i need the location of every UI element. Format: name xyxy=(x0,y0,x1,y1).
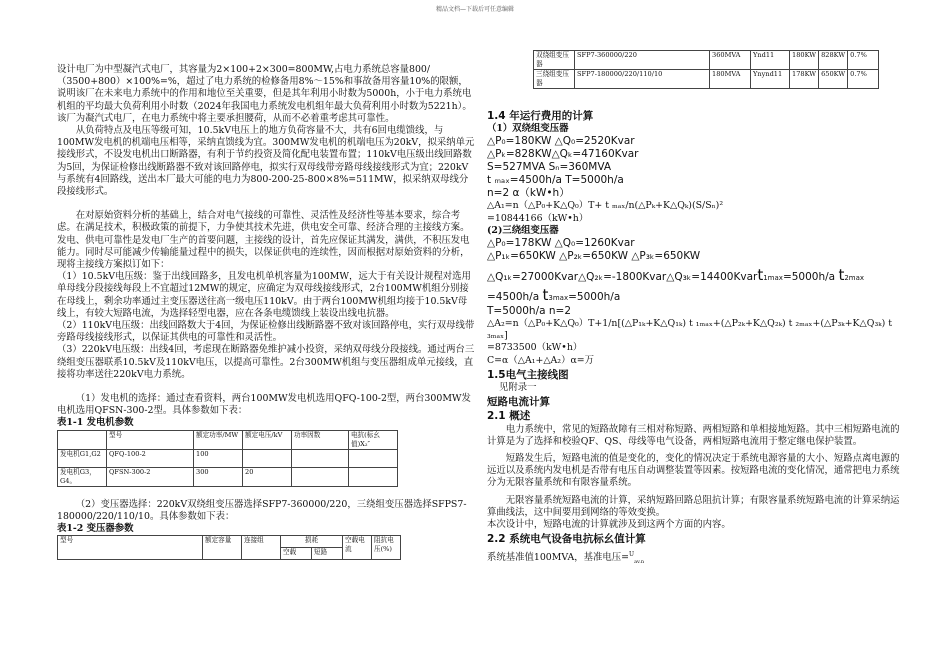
paragraph: 系统基准值100MVA，基准电压=$^U_{av.n}$ xyxy=(487,551,645,566)
paragraph: 见附录一 xyxy=(499,382,537,394)
paragraph: 电力系统中，常见的短路故障有三相对称短路、两相短路和单相接地短路。其中三相短路电流的计算是为了选择和校验QF、QS、母线等电气设备，两相短路电流用于整定继电保护装置。 xyxy=(487,423,900,447)
paragraph: 本次设计中，短路电流的计算就涉及到这两个方面的内容。 xyxy=(487,519,731,531)
paragraph: （1）10.5kV电压级：鉴于出线回路多，且发电机单机容量为100MW，远大于有关设计规程对选用单母线分段接线每段上不宜超过12MW的规定，应确定为双母线接线形式，2台100MW机组分别接在母线上，剩余功率通过主变压器送往高一级电压110kV。由于两台100MW机组均接于10.5kV母线上，有较大短路电流，为选择轻型电器，应在各条电缆馈线上装设出线电抗器。 xyxy=(57,271,471,319)
paragraph: 在对原始资料分析的基础上，结合对电气接线的可靠性、灵活性及经济性等基本要求，综合考虑。在满足技术，积极政策的前提下，力争使其技术先进，供电安全可靠、经济合理的主接线方案。 xyxy=(57,210,470,234)
section-heading: 短路电流计算 xyxy=(487,396,550,409)
table-row: 三绕组变压器 SFP7-180000/220/110/10 180MVA Ynynd11 178KW 650KW 0.7% xyxy=(534,70,879,89)
equation: n=2 α（kW•h） xyxy=(487,187,570,200)
equation: S=527MVA Sₙ=360MVA xyxy=(487,161,612,174)
equation: △P₀=180KW △Q₀=2520Kvar xyxy=(487,135,635,148)
table-caption: 表1-1 发电机参数 xyxy=(57,417,134,429)
header-note: 精品文档—下载后可任意编辑 xyxy=(435,6,514,13)
equation: T=5000h/a n=2 xyxy=(487,305,572,318)
section-heading: 2.1 概述 xyxy=(487,410,531,423)
equation: △A₂=n（△P₀+K△Q₀）T+1/n[(△P₁ₖ+K△Q₁ₖ) t ₁ₘₐₓ+(△P₂ₖ+K△Q₂ₖ) t ₂ₘₐₓ+(△P₃ₖ+K△Q₃ₖ) t ₃ₘₐₓ] xyxy=(487,318,893,342)
table-caption: 表1-2 变压器参数 xyxy=(57,523,134,535)
equation: =8733500（kW•h） xyxy=(487,342,583,354)
paragraph: 短路发生后，短路电流的值是变化的，变化的情况决定于系统电源容量的大小、短路点离电源的远近以及系统内发电机是否带有电压自动调整装置等因素。按短路电流的变化情况，通常把电力系统分为无限容量系统和有限容量系统。 xyxy=(487,453,900,489)
table-header-row: 空载 短路 xyxy=(58,548,401,560)
table-header-row: 型号 额定容量 连接组 损耗 空载电流 阻抗电压(%) xyxy=(58,536,401,548)
paragraph: 无限容量系统短路电流的计算，采纳短路回路总阻抗计算；有限容量系统短路电流的计算采纳运算曲线法，这中间要用到网络的等效变换。 xyxy=(487,494,900,518)
table-row: 双绕组变压器 SFP7-360000/220 360MVA Ynd11 180KW 828KW 0.7% xyxy=(534,51,879,70)
generator-table xyxy=(57,430,398,487)
equation: △P₀=178KW △Q₀=1260Kvar xyxy=(487,237,635,250)
table-header-row: 型号 额定功率/MW 额定电压/kV 功率因数 电抗(标幺值)X₂″ xyxy=(58,430,398,449)
equation: △Pₖ=828KW△Qₖ=47160Kvar xyxy=(487,148,639,161)
section-heading: 2.2 系统电气设备电抗标幺值计算 xyxy=(487,533,646,546)
equation: t ₘₐₓ=4500h/a T=5000h/a xyxy=(487,174,624,187)
transformer-table-continued xyxy=(533,50,879,89)
equation: =4500h/a t3max=5000h/a xyxy=(487,286,621,305)
section-heading: 1.4 年运行费用的计算 xyxy=(487,110,594,122)
right-column xyxy=(487,108,907,569)
equation: △P₁ₖ=650KW △P₂ₖ=650KW △P₃ₖ=650KW xyxy=(487,250,701,263)
paragraph: （3）220kV电压级：出线4回，考虑现在断路器免维护减小投资，采纳双母线分段接线。通过两台三绕组变压器联系10.5kV及110kV电压，以提高可靠性。2台300MW机组与变压器组成单元接线，直接将功率送往220kV电力系统。 xyxy=(57,344,475,380)
section-heading: 1.5电气主接线图 xyxy=(487,368,569,381)
paragraph: （2）110kV电压级：出线回路数大于4回，为保证检修出线断路器不致对该回路停电，实行双母线带旁路母线接线形式，以保证其供电的可靠性和灵活性。 xyxy=(57,320,475,344)
paragraph: （2）变压器选择：220kV双绕组变压器选择SFP7-360000/220，三绕组变压器选择SFPS7-180000/220/110/10。具体参数如下表： xyxy=(57,498,467,522)
equation: =10844166（kW•h） xyxy=(487,212,589,224)
equation: C=α（△A₁+△A₂）α=万 xyxy=(487,354,595,366)
transformer-table xyxy=(57,535,401,560)
paragraph: 设计电厂为中型凝汽式电厂，其容量为2×100+2×300=800MW,占电力系统总容量800/（3500+800）×100%=%，超过了电力系统的检修备用8%～15%和事故备用容量10%的限额，说明该厂在未来电力系统中的作用和地位至关重要，但是其年利用小时数为5000h，小于电力系统电机组的平均最大负荷利用小时数（2024年我国电力系统发电机组年最大负荷利用小时数为5221h）。该厂为凝汽式电厂，在电力系统中将主要承担腰荷，从而不必着重考虑其可靠性。 xyxy=(57,64,472,124)
subheading: （1）双绕组变压器 xyxy=(487,123,569,135)
paragraph: 发电、供电可靠性是发电厂生产的首要问题，主接线的设计，首先应保证其满发，满供，不积压发电能力。同时尽可能减少传输能量过程中的损失，以保证供电的连续性，因而根据对原始资料的分析，现将主接线方案拟订如下： xyxy=(57,234,470,271)
table-row: 发电机G1,G2 QFQ-100-2 100 xyxy=(58,449,398,467)
left-column xyxy=(57,64,475,560)
table-row: 发电机G3，G4。 QFSN-300-2 300 20 xyxy=(58,467,398,486)
paragraph: （1）发电机的选择：通过查看资料，两台100MW发电机选用QFQ-100-2型，两台300MW发电机选用QFSN-300-2型。具体参数如下表： xyxy=(57,393,471,417)
paragraph: 从负荷特点及电压等级可知，10.5kV电压上的地方负荷容量不大，共有6回电缆馈线，与100MW发电机的机端电压相等，采纳直馈线为宜。300MW发电机的机端电压为20kV，拟采纳单元接线形式，不设发电机出口断路器，有利于节约投资及简化配电装置布置；110kV电压级出线回路数为5回，为保证检修出线断路器不致对该回路停电，拟实行双母线带旁路母线接线形式为宜；220kV与系统有4回路线，送出本厂最大可能的电力为800-200-25-800×8%=511MW，拟采纳双母线分段接线形式。 xyxy=(57,125,475,198)
subheading: (2)三绕组变压器 xyxy=(487,224,559,236)
equation: △A₁=n（△P₀+K△Q₀）T+ t ₘₐₓ/n(△Pₖ+K△Qₖ)(S/Sₙ)² xyxy=(487,200,724,212)
equation: △Q₁ₖ=27000Kvar△Q₂ₖ=-1800Kvar△Q₃ₖ=14400Kvart1max=5000h/a t2max xyxy=(487,266,865,285)
